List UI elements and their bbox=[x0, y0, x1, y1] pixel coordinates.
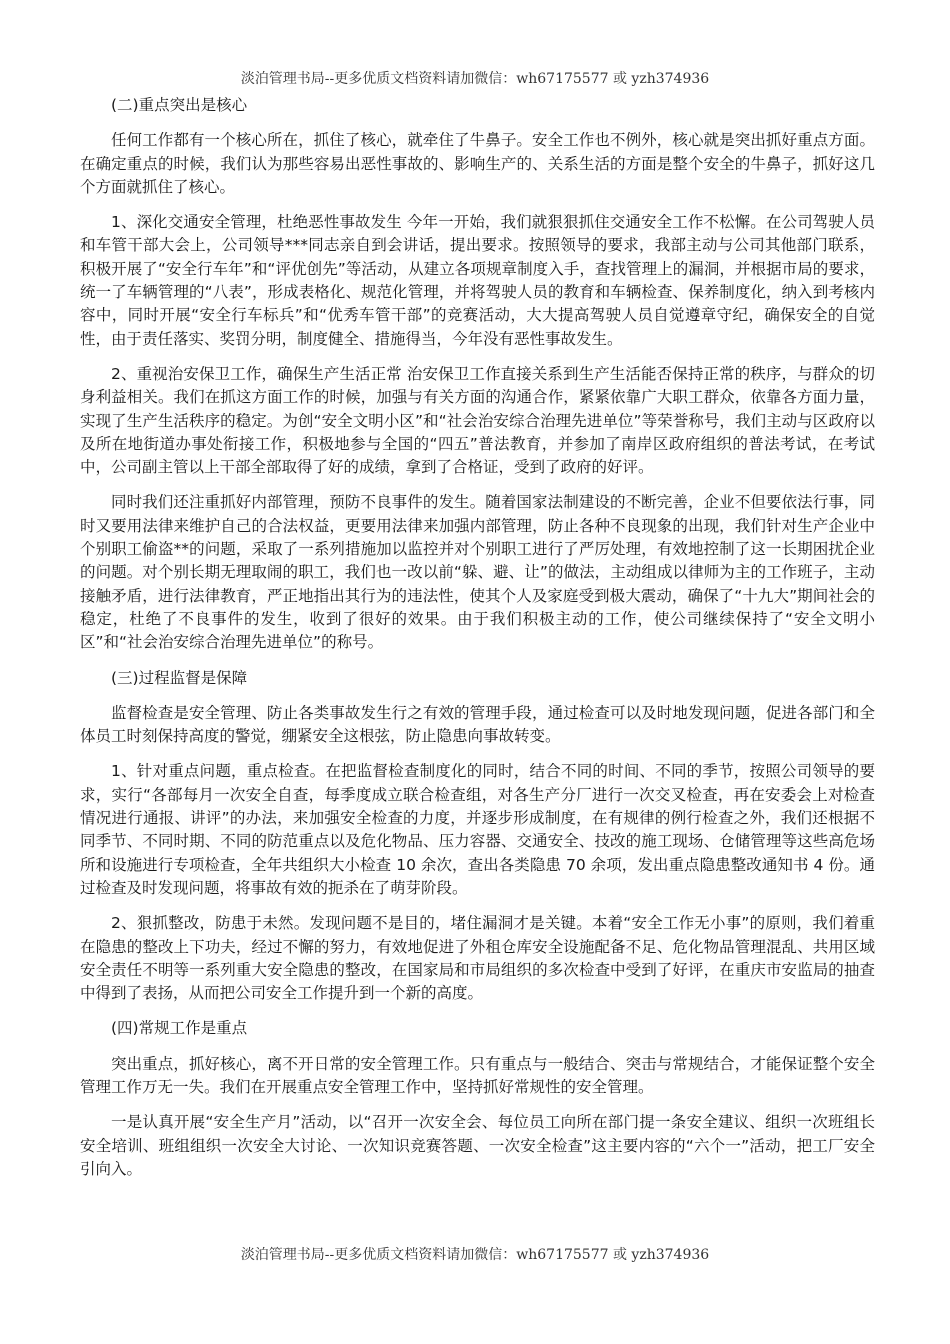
page-header: 淡泊管理书局--更多优质文档资料请加微信：wh67175577 或 yzh374936 bbox=[240, 71, 710, 87]
paragraph: 监督检查是安全管理、防止各类事故发生行之有效的管理手段，通过检查可以及时地发现问题，促进各部门和全体员工时刻保持高度的警觉，绷紧安全这根弦，防止隐患向事故转变。 bbox=[80, 703, 875, 746]
paragraph: 1、深化交通安全管理，杜绝恶性事故发生 今年一开始，我们就狠狠抓住交通安全工作不松懈。在公司驾驶人员和车管干部大会上，公司领导***同志亲自到会讲话，提出要求。按照领导的要求，我部主动与公司其他部门联系，积极开展了“安全行车年”和“评优创先”等活动，从建立各项规章制度入手，查找管理上的漏洞，并根据市局的要求，统一了车辆管理的“八表”，形成表格化、规范化管理，并将驾驶人员的教育和车辆检查、保养制度化，纳入到考核内容中，同时开展“安全行车标兵”和“优秀车管干部”的竞赛活动，大大提高驾驶人员自觉遵章守纪，确保安全的自觉性，由于责任落实、奖罚分明，制度健全、措施得当，今年没有恶性事故发生。 bbox=[80, 213, 875, 348]
paragraph: 任何工作都有一个核心所在，抓住了核心，就牵住了牛鼻子。安全工作也不例外，核心就是突出抓好重点方面。在确定重点的时候，我们认为那些容易出恶性事故的、影响生产的、关系生活的方面是整个安全的牛鼻子，抓好这几个方面就抓住了核心。 bbox=[80, 131, 875, 196]
paragraph: 突出重点，抓好核心，离不开日常的安全管理工作。只有重点与一般结合、突击与常规结合，才能保证整个安全管理工作万无一失。我们在开展重点安全管理工作中，坚持抓好常规性的安全管理。 bbox=[80, 1054, 875, 1096]
section-heading-4: (四)常规工作是重点 bbox=[111, 1019, 248, 1038]
page-footer: 淡泊管理书局--更多优质文档资料请加微信：wh67175577 或 yzh374936 bbox=[240, 1247, 710, 1263]
paragraph: 一是认真开展“安全生产月”活动，以“召开一次安全会、每位员工向所在部门提一条安全建议、组织一次班组长安全培训、班组组织一次安全大讨论、一次知识竞赛答题、一次安全检查”这主要内容的“六个一”活动，把工厂安全引向入。 bbox=[80, 1113, 875, 1178]
document-body bbox=[80, 94, 875, 1181]
section-heading-3: (三)过程监督是保障 bbox=[111, 668, 248, 687]
section-heading-2: (二)重点突出是核心 bbox=[111, 96, 248, 114]
paragraph: 同时我们还注重抓好内部管理，预防不良事件的发生。随着国家法制建设的不断完善，企业不但要依法行事，同时又要用法律来维护自己的合法权益，更要用法律来加强内部管理，防止各种不良现象的出现，我们针对生产企业中个别职工偷盗**的问题，采取了一系列措施加以监控并对个别职工进行了严厉处理，有效地控制了这一长期困扰企业的问题。对个别长期无理取闹的职工，我们也一改以前“躲、避、让”的做法，主动组成以律师为主的工作班子，主动接触矛盾，进行法律教育，严正地指出其行为的违法性，使其个人及家庭受到极大震动，确保了“十九大”期间社会的稳定，杜绝了不良事件的发生，收到了很好的效果。由于我们积极主动的工作，使公司继续保持了“安全文明小区”和“社会治安综合治理先进单位”的称号。 bbox=[80, 493, 875, 652]
paragraph: 2、重视治安保卫工作，确保生产生活正常 治安保卫工作直接关系到生产生活能否保持正常的秩序，与群众的切身利益相关。我们在抓这方面工作的时候，加强与有关方面的沟通合作，紧紧依靠广大职工群众，依靠各方面力量，实现了生产生活秩序的稳定。为创“安全文明小区”和“社会治安综合治理先进单位”等荣誉称号，我们主动与区政府以及所在地街道办事处衔接工作，积极地参与全国的“四五”普法教育，并参加了南岸区政府组织的普法考试，在考试中，公司副主管以上干部全部取得了好的成绩，拿到了合格证，受到了政府的好评。 bbox=[80, 364, 875, 477]
paragraph: 1、针对重点问题，重点检查。在把监督检查制度化的同时，结合不同的时间、不同的季节，按照公司领导的要求，实行“各部每月一次安全自查，每季度成立联合检查组，对各生产分厂进行一次交叉检查，再在安委会上对检查情况进行通报、讲评”的办法，来加强安全检查的力度，并逐步形成制度，在有规律的例行检查之外，我们还根据不同季节、不同时期、不同的防范重点以及危化物品、压力容器、交通安全、技改的施工现场、仓储管理等这些高危场所和设施进行专项检查，全年共组织大小检查 10 余次，查出各类隐患 70 余项，发出重点隐患整改通知书 4 份。通过检查及时发现问题，将事故有效的扼杀在了萌芽阶段。 bbox=[80, 762, 875, 897]
paragraph: 2、狠抓整改，防患于未然。发现问题不是目的，堵住漏洞才是关键。本着“安全工作无小事”的原则，我们着重在隐患的整改上下功夫，经过不懈的努力，有效地促进了外租仓库安全设施配备不足、危化物品管理混乱、共用区域安全责任不明等一系列重大安全隐患的整改，在国家局和市局组织的多次检查中受到了好评，在重庆市安监局的抽查中得到了表扬，从而把公司安全工作提升到一个新的高度。 bbox=[80, 914, 875, 1003]
